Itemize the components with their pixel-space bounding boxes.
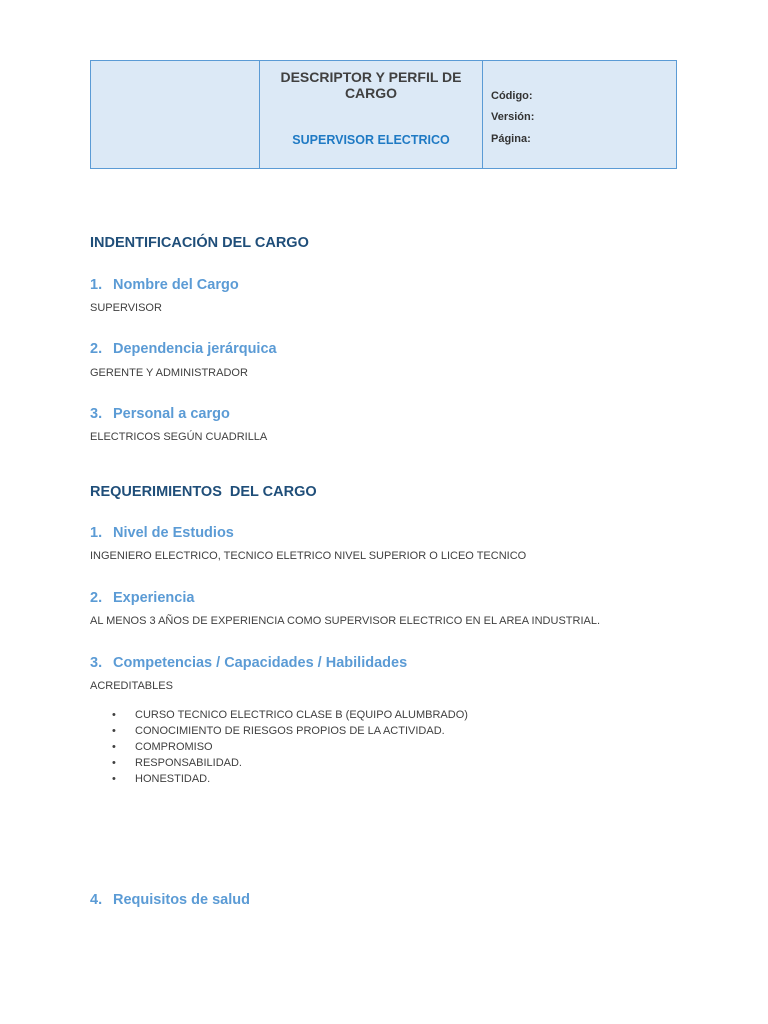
- item-heading-text: Experiencia: [113, 590, 195, 606]
- title-cell: [260, 61, 483, 168]
- competencias-bullet-list: [90, 707, 468, 787]
- list-item: [90, 755, 468, 771]
- list-item-text: CURSO TECNICO ELECTRICO CLASE B (EQUIPO ALUMBRADO): [135, 709, 468, 721]
- meta-cell: [483, 61, 676, 168]
- item-heading-dependencia: [90, 341, 277, 357]
- item-heading-text: Dependencia jerárquica: [113, 341, 277, 357]
- codigo-label: Código:: [491, 90, 533, 102]
- item-number: 1.: [90, 525, 103, 541]
- list-item-text: RESPONSABILIDAD.: [135, 757, 242, 769]
- bullet-icon: •: [112, 725, 116, 737]
- item-heading-text: Nombre del Cargo: [113, 277, 239, 293]
- bullet-icon: •: [112, 709, 116, 721]
- section-title-identificacion: INDENTIFICACIÓN DEL CARGO: [90, 235, 309, 251]
- logo-cell: [91, 61, 260, 168]
- item-heading-competencias: [90, 655, 407, 671]
- document-header-table: [90, 60, 677, 169]
- item-heading-text: Requisitos de salud: [113, 892, 250, 908]
- item-number: 1.: [90, 277, 103, 293]
- document-subtitle: SUPERVISOR ELECTRICO: [292, 133, 450, 147]
- item-heading-personal: [90, 406, 230, 422]
- item-heading-text: Competencias / Capacidades / Habilidades: [113, 655, 408, 671]
- section-title-requerimientos: REQUERIMIENTOS DEL CARGO: [90, 484, 317, 500]
- item-text-experiencia: AL MENOS 3 AÑOS DE EXPERIENCIA COMO SUPERVISOR ELECTRICO EN EL AREA INDUSTRIAL.: [90, 615, 601, 627]
- version-label: Versión:: [491, 111, 535, 123]
- item-number: 3.: [90, 655, 103, 671]
- item-heading-experiencia: [90, 590, 194, 606]
- item-text-competencias: ACREDITABLES: [90, 680, 173, 692]
- item-heading-estudios: [90, 525, 234, 541]
- item-text-nombre-cargo: SUPERVISOR: [90, 302, 162, 314]
- item-number: 2.: [90, 590, 103, 606]
- pagina-label: Página:: [491, 133, 531, 145]
- item-number: 4.: [90, 892, 103, 908]
- item-heading-text: Nivel de Estudios: [113, 525, 234, 541]
- list-item-text: COMPROMISO: [135, 741, 213, 753]
- list-item-text: CONOCIMIENTO DE RIESGOS PROPIOS DE LA ACTIVIDAD.: [135, 725, 445, 737]
- item-number: 2.: [90, 341, 103, 357]
- item-text-estudios: INGENIERO ELECTRICO, TECNICO ELETRICO NIVEL SUPERIOR O LICEO TECNICO: [90, 550, 527, 562]
- item-heading-salud: [90, 892, 250, 908]
- list-item: [90, 707, 468, 723]
- bullet-icon: •: [112, 741, 116, 753]
- list-item: [90, 739, 468, 755]
- list-item: [90, 771, 468, 787]
- bullet-icon: •: [112, 757, 116, 769]
- item-number: 3.: [90, 406, 103, 422]
- item-text-personal: ELECTRICOS SEGÚN CUADRILLA: [90, 431, 268, 443]
- document-title: DESCRIPTOR Y PERFIL DE CARGO: [280, 69, 462, 101]
- item-heading-text: Personal a cargo: [113, 406, 230, 422]
- item-text-dependencia: GERENTE Y ADMINISTRADOR: [90, 367, 248, 379]
- bullet-icon: •: [112, 773, 116, 785]
- list-item-text: HONESTIDAD.: [135, 773, 211, 785]
- item-heading-nombre-cargo: [90, 277, 239, 293]
- list-item: [90, 723, 468, 739]
